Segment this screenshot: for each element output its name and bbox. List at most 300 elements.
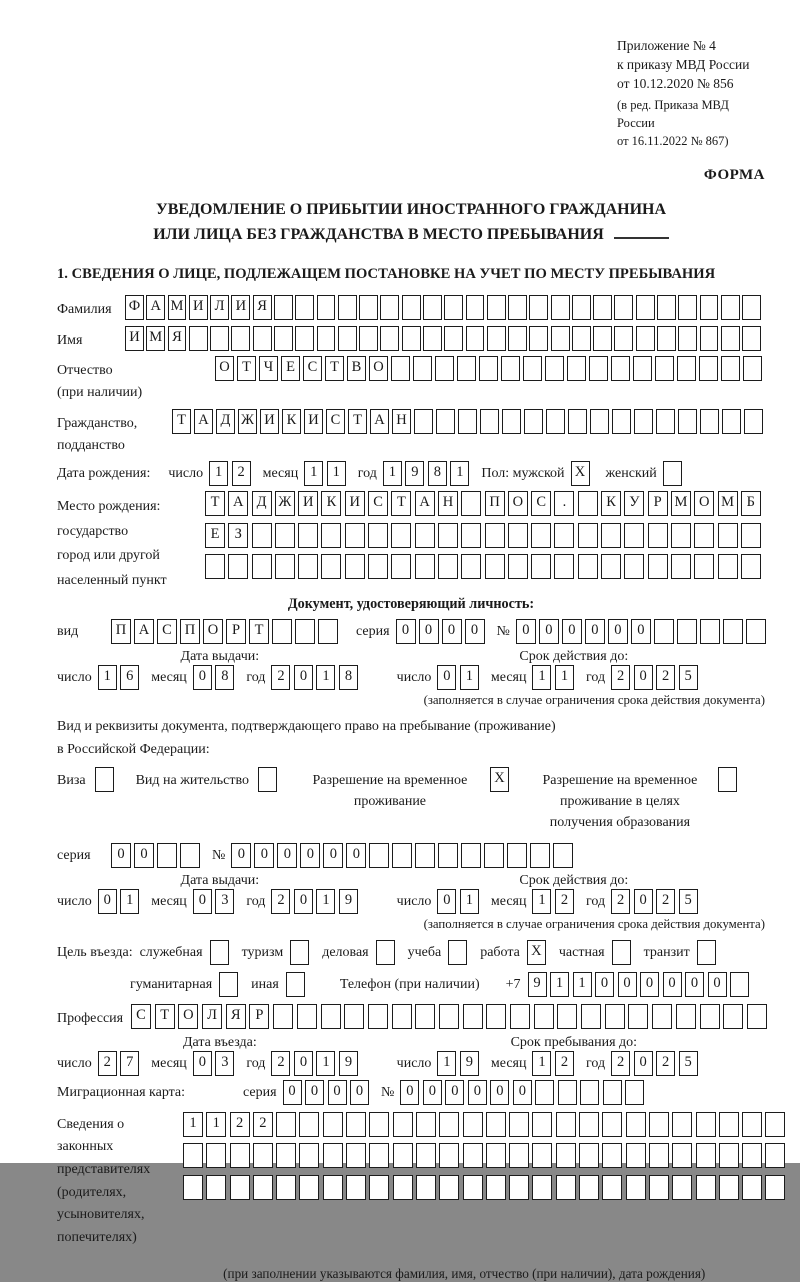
char-box[interactable]: Т xyxy=(325,356,344,381)
char-box[interactable]: Т xyxy=(172,409,191,434)
char-box[interactable] xyxy=(391,356,410,381)
char-box[interactable] xyxy=(157,843,177,868)
char-box[interactable] xyxy=(532,1143,552,1168)
char-box[interactable] xyxy=(439,1175,459,1200)
char-box[interactable] xyxy=(253,326,272,351)
char-box[interactable] xyxy=(636,326,655,351)
char-box[interactable]: 1 xyxy=(206,1112,226,1137)
char-box[interactable] xyxy=(672,1143,692,1168)
char-box[interactable] xyxy=(532,1175,552,1200)
purpose-tourism-checkbox[interactable] xyxy=(290,940,309,965)
char-box[interactable] xyxy=(323,1175,343,1200)
char-box[interactable] xyxy=(297,1004,317,1029)
char-box[interactable] xyxy=(593,326,612,351)
char-box[interactable]: 0 xyxy=(231,843,251,868)
char-box[interactable] xyxy=(634,409,653,434)
char-box[interactable] xyxy=(391,554,411,579)
char-box[interactable] xyxy=(657,326,676,351)
char-box[interactable] xyxy=(531,554,551,579)
char-box[interactable] xyxy=(593,295,612,320)
char-box[interactable] xyxy=(572,295,591,320)
char-box[interactable] xyxy=(416,1143,436,1168)
char-box[interactable]: И xyxy=(189,295,208,320)
char-box[interactable] xyxy=(671,554,691,579)
purpose-private-checkbox[interactable] xyxy=(612,940,631,965)
char-box[interactable]: М xyxy=(168,295,187,320)
char-box[interactable]: А xyxy=(415,491,435,516)
char-box[interactable]: 0 xyxy=(134,843,154,868)
char-box[interactable]: А xyxy=(194,409,213,434)
char-box[interactable] xyxy=(723,619,743,644)
char-box[interactable]: Д xyxy=(252,491,272,516)
char-box[interactable] xyxy=(274,326,293,351)
char-box[interactable] xyxy=(392,843,412,868)
residence-permit-checkbox[interactable] xyxy=(258,767,277,792)
char-box[interactable]: 2 xyxy=(271,889,290,914)
char-box[interactable]: А xyxy=(370,409,389,434)
char-box[interactable]: 0 xyxy=(283,1080,302,1105)
char-box[interactable] xyxy=(545,356,564,381)
char-box[interactable] xyxy=(210,326,229,351)
char-box[interactable] xyxy=(380,295,399,320)
char-box[interactable] xyxy=(461,554,481,579)
char-box[interactable]: Р xyxy=(226,619,246,644)
char-box[interactable] xyxy=(719,1175,739,1200)
char-box[interactable]: Е xyxy=(205,523,225,548)
char-box[interactable] xyxy=(228,554,248,579)
char-box[interactable] xyxy=(344,1004,364,1029)
char-box[interactable] xyxy=(486,1175,506,1200)
char-box[interactable] xyxy=(524,409,543,434)
char-box[interactable] xyxy=(345,554,365,579)
char-box[interactable]: К xyxy=(601,491,621,516)
char-box[interactable]: Т xyxy=(205,491,225,516)
char-box[interactable]: 8 xyxy=(215,665,234,690)
char-box[interactable] xyxy=(742,1143,762,1168)
char-box[interactable] xyxy=(614,326,633,351)
char-box[interactable]: С xyxy=(131,1004,151,1029)
char-box[interactable] xyxy=(626,1112,646,1137)
char-box[interactable] xyxy=(461,523,481,548)
char-box[interactable] xyxy=(546,409,565,434)
char-box[interactable] xyxy=(276,1143,296,1168)
char-box[interactable] xyxy=(529,326,548,351)
char-box[interactable] xyxy=(380,326,399,351)
char-box[interactable] xyxy=(369,1175,389,1200)
char-box[interactable] xyxy=(589,356,608,381)
char-box[interactable]: К xyxy=(282,409,301,434)
char-box[interactable] xyxy=(579,1143,599,1168)
char-box[interactable] xyxy=(486,1143,506,1168)
char-box[interactable] xyxy=(508,295,527,320)
char-box[interactable]: Т xyxy=(237,356,256,381)
purpose-humanitarian-checkbox[interactable] xyxy=(219,972,238,997)
char-box[interactable] xyxy=(601,554,621,579)
char-box[interactable]: 1 xyxy=(550,972,569,997)
char-box[interactable] xyxy=(579,1175,599,1200)
char-box[interactable] xyxy=(323,1143,343,1168)
char-box[interactable]: 5 xyxy=(679,1051,698,1076)
char-box[interactable] xyxy=(744,409,763,434)
char-box[interactable]: Л xyxy=(210,295,229,320)
char-box[interactable] xyxy=(656,409,675,434)
char-box[interactable] xyxy=(276,1175,296,1200)
char-box[interactable] xyxy=(578,523,598,548)
char-box[interactable] xyxy=(368,523,388,548)
char-box[interactable] xyxy=(558,1080,577,1105)
char-box[interactable] xyxy=(392,1004,412,1029)
char-box[interactable] xyxy=(391,523,411,548)
char-box[interactable] xyxy=(206,1175,226,1200)
char-box[interactable] xyxy=(206,1143,226,1168)
char-box[interactable] xyxy=(252,523,272,548)
char-box[interactable]: 0 xyxy=(618,972,637,997)
purpose-other-checkbox[interactable] xyxy=(286,972,305,997)
char-box[interactable] xyxy=(457,356,476,381)
char-box[interactable] xyxy=(438,523,458,548)
char-box[interactable] xyxy=(530,843,550,868)
char-box[interactable]: 0 xyxy=(111,843,131,868)
char-box[interactable]: О xyxy=(694,491,714,516)
char-box[interactable]: 2 xyxy=(611,1051,630,1076)
char-box[interactable] xyxy=(694,523,714,548)
char-box[interactable]: 2 xyxy=(611,665,630,690)
char-box[interactable]: 0 xyxy=(277,843,297,868)
char-box[interactable]: Я xyxy=(168,326,187,351)
char-box[interactable] xyxy=(189,326,208,351)
char-box[interactable]: 9 xyxy=(339,1051,358,1076)
char-box[interactable] xyxy=(654,619,674,644)
char-box[interactable]: 2 xyxy=(555,1051,574,1076)
char-box[interactable] xyxy=(567,356,586,381)
char-box[interactable]: 2 xyxy=(656,1051,675,1076)
char-box[interactable] xyxy=(486,1112,506,1137)
char-box[interactable]: 0 xyxy=(445,1080,464,1105)
char-box[interactable]: 9 xyxy=(528,972,547,997)
char-box[interactable] xyxy=(183,1175,203,1200)
char-box[interactable]: У xyxy=(624,491,644,516)
char-box[interactable] xyxy=(369,1112,389,1137)
char-box[interactable] xyxy=(368,554,388,579)
char-box[interactable] xyxy=(183,1143,203,1168)
char-box[interactable] xyxy=(323,1112,343,1137)
purpose-study-checkbox[interactable] xyxy=(448,940,467,965)
char-box[interactable]: И xyxy=(231,295,250,320)
char-box[interactable] xyxy=(636,295,655,320)
char-box[interactable] xyxy=(321,523,341,548)
char-box[interactable] xyxy=(578,491,598,516)
male-checkbox[interactable]: X xyxy=(571,461,590,486)
char-box[interactable] xyxy=(649,1112,669,1137)
char-box[interactable]: 1 xyxy=(304,461,323,486)
char-box[interactable]: 9 xyxy=(460,1051,479,1076)
char-box[interactable] xyxy=(368,1004,388,1029)
char-box[interactable] xyxy=(510,1004,530,1029)
char-box[interactable] xyxy=(579,1112,599,1137)
char-box[interactable] xyxy=(602,1112,622,1137)
char-box[interactable]: 0 xyxy=(350,1080,369,1105)
char-box[interactable]: И xyxy=(125,326,144,351)
char-box[interactable] xyxy=(502,409,521,434)
purpose-work-checkbox[interactable]: X xyxy=(527,940,546,965)
char-box[interactable]: А xyxy=(146,295,165,320)
char-box[interactable] xyxy=(509,1112,529,1137)
char-box[interactable] xyxy=(359,295,378,320)
char-box[interactable] xyxy=(458,409,477,434)
char-box[interactable] xyxy=(317,295,336,320)
char-box[interactable] xyxy=(439,1004,459,1029)
char-box[interactable]: 0 xyxy=(608,619,628,644)
char-box[interactable] xyxy=(572,326,591,351)
char-box[interactable] xyxy=(719,1143,739,1168)
char-box[interactable]: 9 xyxy=(339,889,358,914)
char-box[interactable] xyxy=(393,1143,413,1168)
char-box[interactable]: Т xyxy=(348,409,367,434)
char-box[interactable] xyxy=(742,295,761,320)
char-box[interactable]: 2 xyxy=(230,1112,250,1137)
char-box[interactable] xyxy=(742,1112,762,1137)
char-box[interactable] xyxy=(671,523,691,548)
char-box[interactable] xyxy=(649,1175,669,1200)
temp-residence-edu-checkbox[interactable] xyxy=(718,767,737,792)
char-box[interactable] xyxy=(625,1080,644,1105)
char-box[interactable]: 0 xyxy=(708,972,727,997)
char-box[interactable]: М xyxy=(146,326,165,351)
char-box[interactable] xyxy=(580,1080,599,1105)
char-box[interactable] xyxy=(624,554,644,579)
char-box[interactable]: Б xyxy=(741,491,761,516)
char-box[interactable] xyxy=(747,1004,767,1029)
char-box[interactable]: Ж xyxy=(238,409,257,434)
char-box[interactable] xyxy=(556,1112,576,1137)
char-box[interactable]: 0 xyxy=(98,889,117,914)
char-box[interactable]: 2 xyxy=(656,665,675,690)
char-box[interactable] xyxy=(507,843,527,868)
char-box[interactable] xyxy=(321,1004,341,1029)
char-box[interactable] xyxy=(581,1004,601,1029)
char-box[interactable] xyxy=(556,1175,576,1200)
char-box[interactable]: 1 xyxy=(532,665,551,690)
char-box[interactable]: Е xyxy=(281,356,300,381)
char-box[interactable]: 0 xyxy=(539,619,559,644)
char-box[interactable]: 0 xyxy=(346,843,366,868)
char-box[interactable] xyxy=(700,409,719,434)
char-box[interactable] xyxy=(484,843,504,868)
char-box[interactable]: 3 xyxy=(215,1051,234,1076)
char-box[interactable]: 0 xyxy=(585,619,605,644)
char-box[interactable] xyxy=(369,843,389,868)
char-box[interactable] xyxy=(551,295,570,320)
char-box[interactable] xyxy=(509,1175,529,1200)
char-box[interactable] xyxy=(346,1175,366,1200)
char-box[interactable] xyxy=(556,1143,576,1168)
char-box[interactable]: 0 xyxy=(300,843,320,868)
char-box[interactable] xyxy=(416,1112,436,1137)
char-box[interactable]: 1 xyxy=(532,1051,551,1076)
char-box[interactable] xyxy=(554,523,574,548)
char-box[interactable] xyxy=(626,1175,646,1200)
char-box[interactable]: О xyxy=(215,356,234,381)
char-box[interactable] xyxy=(718,523,738,548)
char-box[interactable]: 0 xyxy=(634,665,653,690)
char-box[interactable] xyxy=(479,356,498,381)
char-box[interactable] xyxy=(276,1112,296,1137)
char-box[interactable] xyxy=(554,554,574,579)
char-box[interactable]: О xyxy=(178,1004,198,1029)
char-box[interactable] xyxy=(672,1175,692,1200)
char-box[interactable]: 0 xyxy=(294,1051,313,1076)
char-box[interactable] xyxy=(626,1143,646,1168)
char-box[interactable]: 0 xyxy=(490,1080,509,1105)
char-box[interactable] xyxy=(624,523,644,548)
char-box[interactable] xyxy=(590,409,609,434)
char-box[interactable] xyxy=(299,1175,319,1200)
char-box[interactable]: Н xyxy=(392,409,411,434)
char-box[interactable]: 0 xyxy=(634,1051,653,1076)
char-box[interactable] xyxy=(413,356,432,381)
char-box[interactable] xyxy=(603,1080,622,1105)
char-box[interactable] xyxy=(466,295,485,320)
char-box[interactable] xyxy=(722,409,741,434)
char-box[interactable] xyxy=(415,554,435,579)
char-box[interactable] xyxy=(393,1175,413,1200)
char-box[interactable] xyxy=(466,326,485,351)
char-box[interactable]: И xyxy=(345,491,365,516)
char-box[interactable]: 2 xyxy=(271,665,290,690)
char-box[interactable] xyxy=(444,326,463,351)
char-box[interactable] xyxy=(602,1175,622,1200)
purpose-business-checkbox[interactable] xyxy=(376,940,395,965)
char-box[interactable] xyxy=(402,326,421,351)
char-box[interactable] xyxy=(696,1175,716,1200)
char-box[interactable] xyxy=(557,1004,577,1029)
char-box[interactable] xyxy=(299,1112,319,1137)
char-box[interactable]: М xyxy=(671,491,691,516)
char-box[interactable] xyxy=(602,1143,622,1168)
char-box[interactable]: Д xyxy=(216,409,235,434)
char-box[interactable] xyxy=(463,1112,483,1137)
char-box[interactable] xyxy=(605,1004,625,1029)
char-box[interactable]: 0 xyxy=(562,619,582,644)
char-box[interactable]: Ж xyxy=(275,491,295,516)
char-box[interactable]: 0 xyxy=(634,889,653,914)
char-box[interactable] xyxy=(741,554,761,579)
char-box[interactable] xyxy=(765,1143,785,1168)
char-box[interactable] xyxy=(298,554,318,579)
char-box[interactable] xyxy=(551,326,570,351)
char-box[interactable]: 1 xyxy=(460,889,479,914)
char-box[interactable] xyxy=(678,326,697,351)
char-box[interactable] xyxy=(487,326,506,351)
char-box[interactable] xyxy=(299,1143,319,1168)
char-box[interactable] xyxy=(765,1175,785,1200)
char-box[interactable] xyxy=(415,523,435,548)
char-box[interactable]: 0 xyxy=(465,619,485,644)
char-box[interactable]: 0 xyxy=(685,972,704,997)
char-box[interactable] xyxy=(700,295,719,320)
char-box[interactable]: Р xyxy=(648,491,668,516)
char-box[interactable] xyxy=(672,1112,692,1137)
char-box[interactable] xyxy=(694,554,714,579)
char-box[interactable]: 0 xyxy=(323,843,343,868)
char-box[interactable] xyxy=(439,1112,459,1137)
char-box[interactable]: 1 xyxy=(532,889,551,914)
char-box[interactable] xyxy=(435,356,454,381)
char-box[interactable]: 9 xyxy=(405,461,424,486)
char-box[interactable]: 1 xyxy=(316,1051,335,1076)
char-box[interactable]: С xyxy=(157,619,177,644)
char-box[interactable]: 0 xyxy=(193,1051,212,1076)
char-box[interactable] xyxy=(534,1004,554,1029)
char-box[interactable] xyxy=(463,1175,483,1200)
char-box[interactable] xyxy=(295,619,315,644)
char-box[interactable]: О xyxy=(203,619,223,644)
char-box[interactable]: С xyxy=(326,409,345,434)
purpose-transit-checkbox[interactable] xyxy=(697,940,716,965)
visa-checkbox[interactable] xyxy=(95,767,114,792)
char-box[interactable] xyxy=(655,356,674,381)
char-box[interactable]: 1 xyxy=(460,665,479,690)
char-box[interactable]: Я xyxy=(226,1004,246,1029)
char-box[interactable] xyxy=(317,326,336,351)
purpose-official-checkbox[interactable] xyxy=(210,940,229,965)
char-box[interactable] xyxy=(529,295,548,320)
char-box[interactable]: 0 xyxy=(419,619,439,644)
char-box[interactable] xyxy=(721,356,740,381)
char-box[interactable]: 2 xyxy=(271,1051,290,1076)
char-box[interactable] xyxy=(338,326,357,351)
char-box[interactable] xyxy=(501,356,520,381)
char-box[interactable]: 2 xyxy=(555,889,574,914)
char-box[interactable] xyxy=(321,554,341,579)
char-box[interactable]: Т xyxy=(391,491,411,516)
char-box[interactable]: С xyxy=(368,491,388,516)
char-box[interactable]: 2 xyxy=(98,1051,117,1076)
char-box[interactable] xyxy=(508,554,528,579)
char-box[interactable] xyxy=(253,1143,273,1168)
char-box[interactable] xyxy=(180,843,200,868)
char-box[interactable] xyxy=(508,523,528,548)
char-box[interactable] xyxy=(746,619,766,644)
char-box[interactable]: 0 xyxy=(396,619,416,644)
char-box[interactable] xyxy=(699,356,718,381)
char-box[interactable]: 0 xyxy=(468,1080,487,1105)
char-box[interactable] xyxy=(601,523,621,548)
char-box[interactable]: С xyxy=(531,491,551,516)
char-box[interactable]: 0 xyxy=(423,1080,442,1105)
char-box[interactable] xyxy=(423,326,442,351)
char-box[interactable] xyxy=(657,295,676,320)
char-box[interactable] xyxy=(485,523,505,548)
temp-residence-checkbox[interactable]: X xyxy=(490,767,509,792)
char-box[interactable]: З xyxy=(228,523,248,548)
char-box[interactable]: 2 xyxy=(253,1112,273,1137)
char-box[interactable] xyxy=(463,1004,483,1029)
char-box[interactable] xyxy=(741,523,761,548)
char-box[interactable]: 0 xyxy=(437,665,456,690)
female-checkbox[interactable] xyxy=(663,461,682,486)
char-box[interactable] xyxy=(439,1143,459,1168)
char-box[interactable] xyxy=(532,1112,552,1137)
char-box[interactable]: 0 xyxy=(631,619,651,644)
char-box[interactable]: А xyxy=(134,619,154,644)
char-box[interactable]: 0 xyxy=(294,889,313,914)
char-box[interactable]: 0 xyxy=(663,972,682,997)
char-box[interactable]: 1 xyxy=(437,1051,456,1076)
char-box[interactable] xyxy=(678,295,697,320)
char-box[interactable]: Н xyxy=(438,491,458,516)
char-box[interactable] xyxy=(730,972,749,997)
